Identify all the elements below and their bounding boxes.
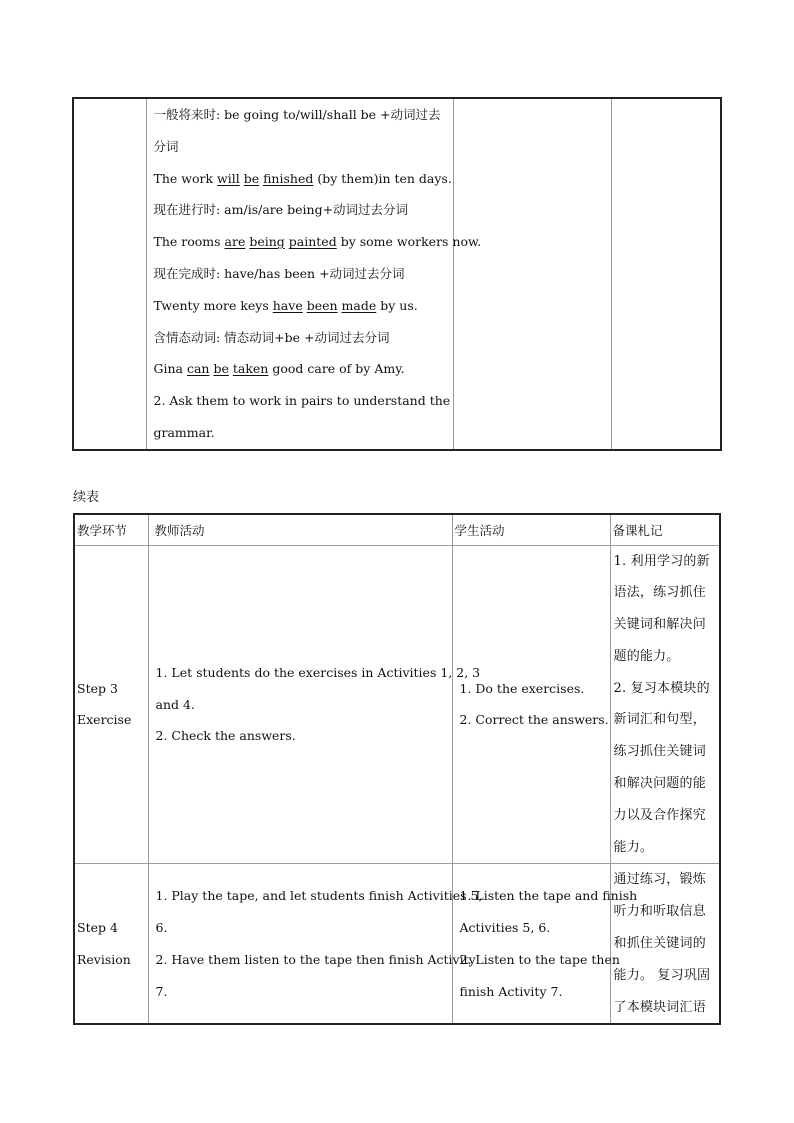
student-line: finish Activity 7.: [459, 983, 563, 999]
underlined-word: are: [224, 234, 246, 250]
stage-cell-empty: [73, 98, 146, 450]
header-row: [74, 514, 720, 545]
teacher-activity-cell: [148, 545, 481, 864]
text-segment: good care of by Amy.: [268, 361, 405, 377]
notes-line: 练习抓住关键词: [613, 744, 706, 760]
student-activity-cell: [452, 545, 610, 864]
text-segment: Twenty more keys: [153, 297, 273, 313]
grammar-line: [148, 258, 452, 290]
grammar-line: [148, 194, 452, 226]
text-segment: 分词: [153, 138, 179, 154]
continued-table-label: 续表: [73, 490, 100, 505]
underlined-word: be: [243, 170, 260, 186]
text-segment: The rooms: [153, 234, 225, 250]
student-line: Activities 5, 6.: [459, 920, 551, 936]
underlined-word: being: [249, 234, 285, 250]
notes-line: 2. 复习本模块的: [613, 680, 710, 696]
teacher-line: 6.: [155, 920, 168, 936]
teacher-line: 2. Check the answers.: [155, 728, 296, 744]
notes-cell: [610, 545, 720, 864]
header-stage: 教学环节: [74, 514, 148, 545]
teacher-line: 1. Let students do the exercises in Activities 1, 2, 3: [155, 664, 481, 680]
grammar-content-cell: [146, 98, 482, 450]
grammar-lines: [148, 99, 482, 449]
text-segment: 2. Ask them to work in pairs to understand the: [153, 393, 451, 409]
grammar-line: [148, 417, 452, 449]
teacher-line: 1. Play the tape, and let students finish Activities 5,: [155, 888, 483, 904]
teacher-line: 2. Have them listen to the tape then finish Activity: [155, 951, 476, 967]
header-student: 学生活动: [452, 514, 610, 545]
text-segment: Gina: [153, 361, 187, 377]
text-segment: 现在完成时: have/has been +动词过去分词: [153, 265, 405, 281]
stage-cell: [74, 545, 148, 864]
notes-line: 听力和听取信息: [613, 904, 706, 920]
grammar-line: [148, 290, 452, 322]
grammar-line: [148, 99, 452, 131]
student-line: 1. Listen the tape and finish: [459, 888, 638, 904]
student-line: 2. Listen to the tape then: [459, 951, 620, 967]
text-segment: grammar.: [153, 424, 215, 440]
underlined-word: will: [217, 170, 240, 186]
student-cell-empty: [453, 98, 611, 450]
student-line: 1. Do the exercises.: [459, 680, 585, 696]
stage-line: Step 4: [77, 920, 118, 936]
notes-line: 语法，练习抓住: [613, 585, 706, 601]
underlined-word: have: [272, 297, 303, 313]
text-segment: The work: [153, 170, 218, 186]
grammar-line: [148, 322, 452, 354]
notes-line: 能力。: [613, 839, 654, 855]
text-segment: (by them)in ten days.: [313, 170, 452, 186]
grammar-line: [148, 131, 452, 163]
text-segment: 含情态动词: 情态动词+be +动词过去分词: [153, 329, 390, 345]
teacher-line: and 4.: [155, 696, 195, 712]
grammar-line: [148, 385, 452, 417]
student-activity-cell: [452, 864, 638, 1024]
notes-cell: [610, 864, 720, 1024]
underlined-word: be: [213, 361, 229, 377]
grammar-line: [148, 226, 482, 258]
notes-line: 1. 利用学习的新: [613, 553, 710, 569]
underlined-word: finished: [263, 170, 314, 186]
table-row: [74, 864, 720, 1024]
grammar-row: [73, 98, 721, 450]
notes-line: 题的能力。: [613, 648, 680, 664]
underlined-word: made: [341, 297, 377, 313]
text-segment: by some workers now.: [336, 234, 482, 250]
stage-cell: [74, 864, 148, 1024]
notes-line: 通过练习，锻炼: [613, 872, 706, 888]
underlined-word: taken: [232, 361, 269, 377]
student-line: 2. Correct the answers.: [459, 712, 609, 728]
stage-line: Step 3: [77, 680, 118, 696]
notes-line: 关键词和解决问: [613, 617, 706, 633]
lesson-table: [73, 513, 721, 1025]
teacher-line: 7.: [155, 983, 168, 999]
text-segment: by us.: [376, 297, 418, 313]
header-teacher: 教师活动: [148, 514, 452, 545]
underlined-word: painted: [288, 234, 337, 250]
notes-line: 和抓住关键词的: [613, 936, 706, 952]
notes-line: 新词汇和句型，: [613, 712, 706, 728]
notes-line: 力以及合作探究: [613, 807, 706, 823]
stage-line: Revision: [77, 951, 131, 967]
grammar-line: [148, 353, 452, 385]
stage-line: Exercise: [77, 712, 132, 728]
text-segment: 现在进行时: am/is/are being+动词过去分词: [153, 202, 409, 218]
notes-cell-empty: [611, 98, 721, 450]
table-row: [74, 545, 720, 864]
notes-line: 了本模块词汇语: [613, 999, 706, 1015]
grammar-table: [72, 97, 722, 451]
underlined-word: can: [186, 361, 210, 377]
underlined-word: been: [306, 297, 338, 313]
notes-line: 能力。 复习巩固: [613, 967, 711, 983]
teacher-activity-cell: [148, 864, 483, 1024]
header-notes: 备课札记: [610, 514, 720, 545]
notes-line: 和解决问题的能: [613, 776, 706, 792]
grammar-line: [148, 163, 452, 195]
text-segment: 一般将来时: be going to/will/shall be +动词过去: [153, 107, 441, 122]
